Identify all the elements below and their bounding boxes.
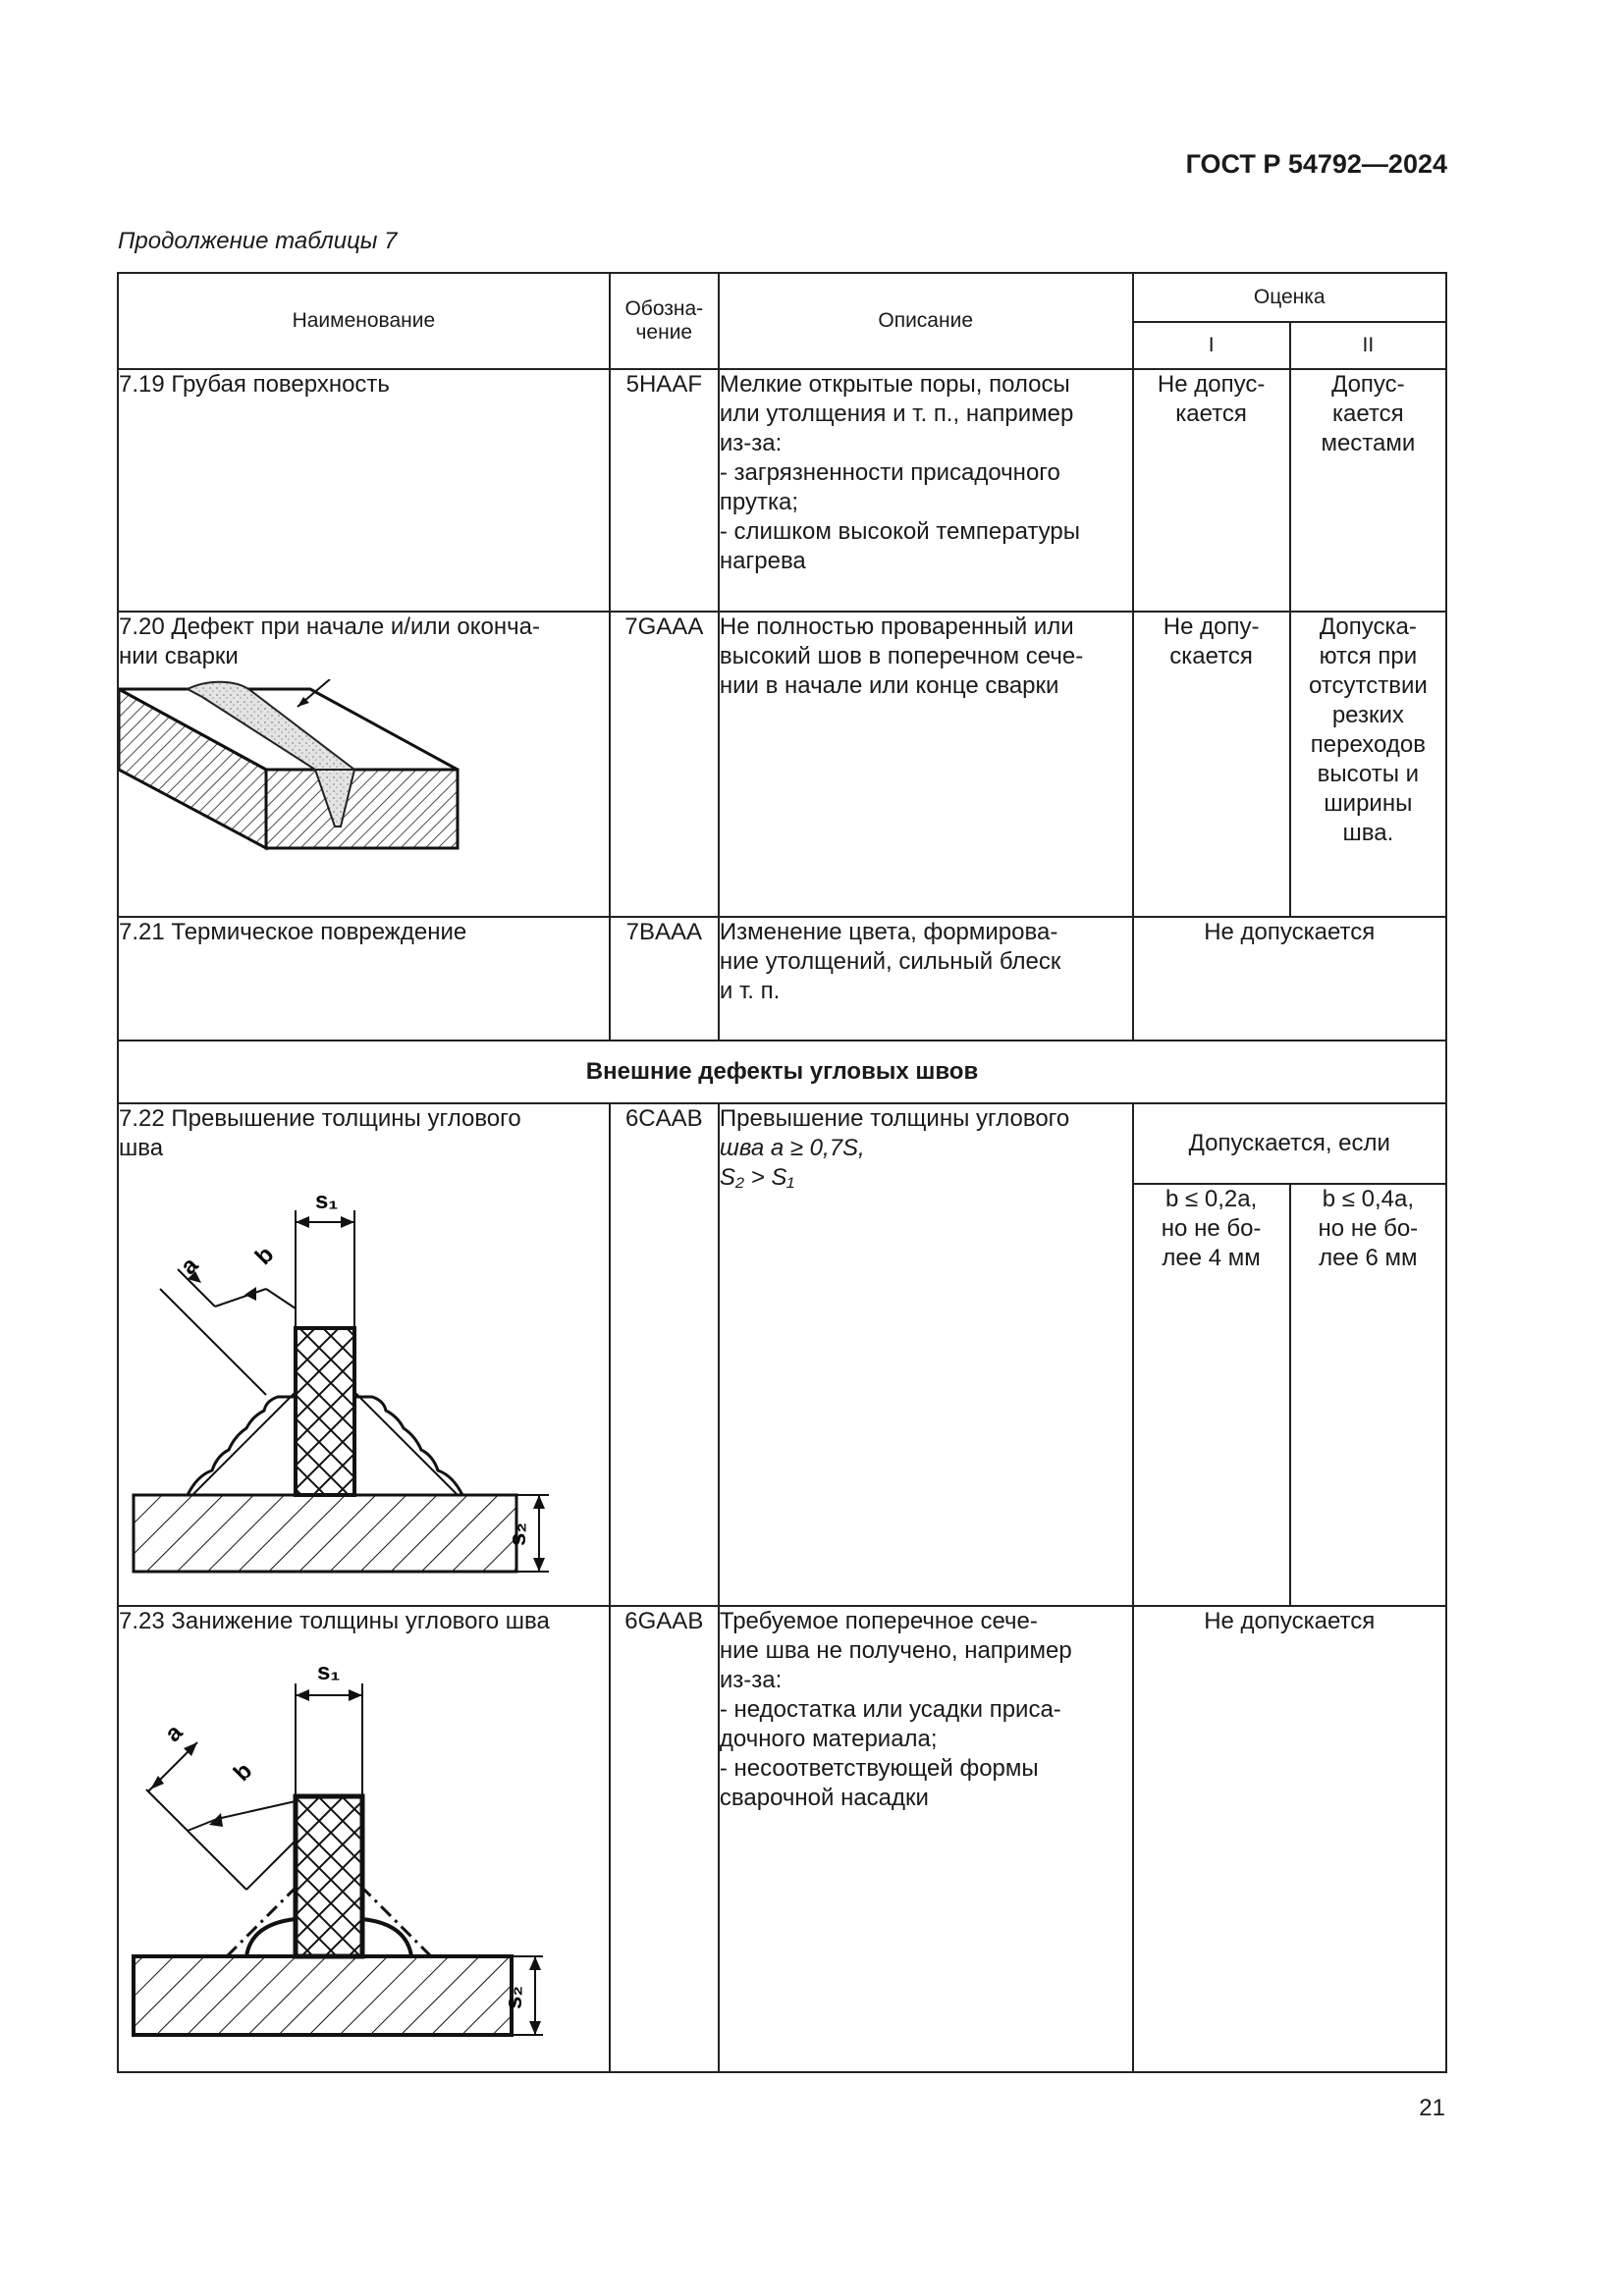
header-grade-2: II bbox=[1290, 322, 1446, 369]
desc-line bbox=[720, 1607, 1132, 1636]
grade-line: местами bbox=[1321, 430, 1416, 456]
page-number: 21 bbox=[1419, 2095, 1445, 2121]
row-grade-1 bbox=[1133, 1184, 1290, 1606]
desc-line: и т. п. bbox=[719, 978, 781, 1004]
grade-line: высоты и bbox=[1317, 761, 1420, 787]
row-description bbox=[719, 1606, 1133, 2072]
header-code-line1: Обозна- bbox=[624, 297, 704, 320]
label-a: a bbox=[175, 1252, 204, 1280]
table-continuation-caption: Продолжение таблицы 7 bbox=[118, 228, 398, 254]
grade-line: Допуска- bbox=[1319, 614, 1417, 640]
desc-line: нии в начале или конце сварки bbox=[719, 672, 1059, 699]
desc-line: ние утолщений, сильный блеск bbox=[719, 948, 1061, 975]
fillet-deficit-figure bbox=[119, 1644, 580, 2047]
desc-line: высокий шов в поперечном сече- bbox=[719, 643, 1084, 669]
row-description bbox=[719, 612, 1133, 917]
row-grade-merged: Не допускается bbox=[1133, 1606, 1447, 2072]
label-b: b bbox=[249, 1241, 280, 1270]
desc-line: Мелкие открытые поры, полосы bbox=[719, 371, 1070, 398]
row-name: 7.21 Термическое повреждение bbox=[118, 917, 610, 1041]
row-code: 5HAAF bbox=[610, 369, 719, 612]
row-grade-2 bbox=[1290, 1184, 1446, 1606]
row-code: 6GAAB bbox=[610, 1606, 719, 2072]
name-line: 7.23 Занижение толщины углового шва bbox=[119, 1608, 550, 1634]
desc-line: из-за: bbox=[719, 430, 783, 456]
defects-table bbox=[117, 272, 1447, 2073]
grade-line: b ≤ 0,4a, bbox=[1322, 1186, 1414, 1212]
grade-line: но не бо- bbox=[1318, 1215, 1419, 1242]
grade-line: Не допус- bbox=[1157, 371, 1266, 398]
standard-designation: ГОСТ Р 54792—2024 bbox=[1185, 149, 1447, 179]
desc-line: - загрязненности присадочного bbox=[719, 459, 1060, 486]
label-s2: s₂ bbox=[501, 1985, 527, 2009]
desc-line: из-за: bbox=[719, 1667, 783, 1693]
row-grade-merged: Не допускается bbox=[1133, 917, 1447, 1041]
table-row bbox=[118, 1606, 1446, 2072]
name-line: шва bbox=[119, 1135, 164, 1161]
desc-line: S₂ > S₁ bbox=[719, 1164, 794, 1191]
name-line: 7.20 Дефект при начале и/или оконча- bbox=[119, 614, 540, 640]
weld-start-defect-figure bbox=[119, 679, 472, 866]
row-name bbox=[118, 1606, 610, 2072]
grade-line: ются при bbox=[1319, 643, 1418, 669]
desc-line: прутка; bbox=[719, 489, 798, 515]
grade-line: Не допу- bbox=[1163, 614, 1260, 640]
row-grade-2 bbox=[1290, 612, 1446, 917]
grade-line: скается bbox=[1169, 643, 1253, 669]
row-description bbox=[719, 917, 1133, 1041]
table-row bbox=[118, 612, 1446, 917]
header-name: Наименование bbox=[118, 273, 610, 369]
header-code-line2: чение bbox=[635, 321, 693, 344]
row-grade-merged: Допускается, если bbox=[1133, 1103, 1447, 1184]
row-code: 7BAAA bbox=[610, 917, 719, 1041]
table-row bbox=[118, 917, 1446, 1041]
grade-line: но не бо- bbox=[1161, 1215, 1262, 1242]
desc-line: - недостатка или усадки приса- bbox=[719, 1696, 1061, 1723]
header-code bbox=[610, 273, 719, 369]
desc-line: дочного материала; bbox=[719, 1726, 938, 1752]
fillet-excess-figure bbox=[119, 1171, 580, 1583]
row-name: 7.19 Грубая поверхность bbox=[118, 369, 610, 612]
desc-line: Изменение цвета, формирова- bbox=[719, 919, 1058, 945]
desc-line: - слишком высокой температуры bbox=[719, 518, 1080, 545]
grade-line: кается bbox=[1175, 400, 1247, 427]
row-grade-2 bbox=[1290, 369, 1446, 612]
label-s1: s₁ bbox=[315, 1188, 339, 1214]
table-row bbox=[118, 1103, 1446, 1184]
grade-line: b ≤ 0,2a, bbox=[1165, 1186, 1258, 1212]
grade-line: переходов bbox=[1310, 731, 1426, 758]
row-description bbox=[719, 1103, 1133, 1606]
grade-line: резких bbox=[1331, 702, 1404, 728]
row-code: 6CAAB bbox=[610, 1103, 719, 1606]
row-name bbox=[118, 612, 610, 917]
label-s2: s₂ bbox=[505, 1522, 531, 1546]
row-description bbox=[719, 369, 1133, 612]
header-grade: Оценка bbox=[1133, 273, 1447, 322]
desc-line: Не полностью проваренный или bbox=[719, 614, 1074, 640]
name-line: 7.22 Превышение толщины углового bbox=[119, 1105, 521, 1132]
header-description: Описание bbox=[719, 273, 1133, 369]
desc-line: шва a ≥ 0,7S, bbox=[719, 1135, 865, 1161]
desc-line: нагрева bbox=[719, 548, 806, 574]
header-grade-1: I bbox=[1133, 322, 1290, 369]
row-grade-1 bbox=[1133, 612, 1290, 917]
row-grade-1 bbox=[1133, 369, 1290, 612]
row-code: 7GAAA bbox=[610, 612, 719, 917]
section-heading: Внешние дефекты угловых швов bbox=[118, 1041, 1446, 1103]
grade-line: шва. bbox=[1342, 820, 1394, 846]
grade-line: ширины bbox=[1324, 790, 1413, 817]
desc-line: или утолщения и т. п., например bbox=[719, 400, 1074, 427]
grade-line: Допус- bbox=[1331, 371, 1405, 398]
label-b: b bbox=[228, 1757, 258, 1787]
table-row bbox=[118, 369, 1446, 612]
name-line: нии сварки bbox=[119, 643, 239, 669]
desc-line: ние шва не получено, например bbox=[719, 1637, 1072, 1664]
desc-text: Требуемое поперечное сече- bbox=[719, 1608, 1038, 1634]
label-a: a bbox=[159, 1719, 189, 1747]
desc-line: Превышение толщины углового bbox=[719, 1105, 1070, 1132]
grade-line: лее 4 мм bbox=[1162, 1245, 1261, 1271]
grade-line: кается bbox=[1332, 400, 1404, 427]
grade-line: лее 6 мм bbox=[1319, 1245, 1418, 1271]
desc-line: - несоответствующей формы bbox=[719, 1755, 1039, 1782]
row-name bbox=[118, 1103, 610, 1606]
grade-line: отсутствии bbox=[1308, 672, 1428, 699]
desc-line: сварочной насадки bbox=[719, 1785, 929, 1811]
label-s1: s₁ bbox=[317, 1659, 341, 1685]
